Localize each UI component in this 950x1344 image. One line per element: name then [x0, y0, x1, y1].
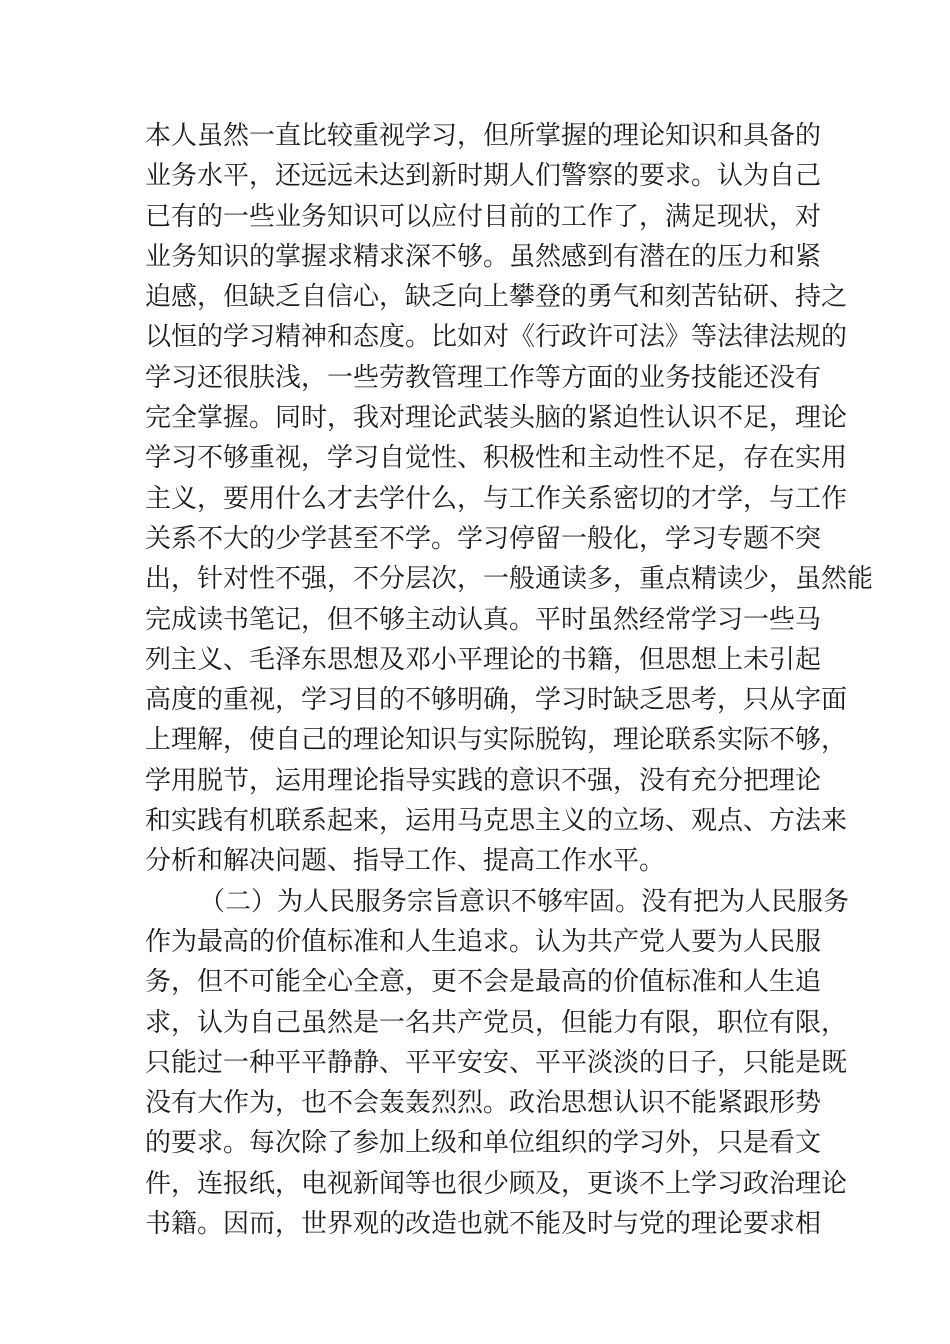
text-line: 没有大作为，也不会轰轰烈烈。政治思想认识不能紧跟形势	[145, 1088, 822, 1119]
text-line: 书籍。因而，世界观的改造也就不能及时与党的理论要求相	[145, 1209, 822, 1240]
text-line: 出，针对性不强，不分层次，一般通读多，重点精读少，虽然能	[145, 564, 874, 595]
text-line: 业务知识的掌握求精求深不够。虽然感到有潜在的压力和紧	[145, 241, 822, 272]
text-line: 和实践有机联系起来，运用马克思主义的立场、观点、方法来	[145, 806, 848, 837]
paragraph-study-deficiency	[145, 116, 874, 882]
text-line: 求，认为自己虽然是一名共产党员，但能力有限，职位有限，	[145, 1007, 848, 1038]
text-line: 迫感，但缺乏自信心，缺乏向上攀登的勇气和刻苦钻研、持之	[145, 282, 848, 313]
text-line: 只能过一种平平静静、平平安安、平平淡淡的日子，只能是既	[145, 1047, 848, 1078]
text-line: 主义，要用什么才去学什么，与工作关系密切的才学，与工作	[145, 483, 848, 514]
text-line: 关系不大的少学甚至不学。学习停留一般化，学习专题不突	[145, 523, 822, 554]
text-line: 高度的重视，学习目的不够明确，学习时缺乏思考，只从字面	[145, 685, 848, 716]
text-line: 上理解，使自己的理论知识与实际脱钩，理论联系实际不够，	[145, 725, 848, 756]
text-line: 本人虽然一直比较重视学习，但所掌握的理论知识和具备的	[145, 121, 822, 151]
text-line: （二）为人民服务宗旨意识不够牢固。没有把为人民服务	[199, 886, 850, 917]
document-body	[145, 116, 874, 1244]
text-line: 列主义、毛泽东思想及邓小平理论的书籍，但思想上未引起	[145, 644, 822, 675]
text-line: 务，但不可能全心全意，更不会是最高的价值标准和人生追	[145, 967, 822, 998]
text-line: 分析和解决问题、指导工作、提高工作水平。	[145, 846, 666, 877]
text-line: 业务水平，还远远未达到新时期人们警察的要求。认为自己	[145, 161, 822, 192]
text-line: 以恒的学习精神和态度。比如对《行政许可法》等法律法规的	[145, 322, 848, 353]
text-line: 作为最高的价值标准和人生追求。认为共产党人要为人民服	[145, 926, 822, 957]
text-line: 已有的一些业务知识可以应付目前的工作了，满足现状，对	[145, 201, 822, 232]
paragraph-service-awareness	[145, 882, 850, 1245]
text-line: 学习不够重视，学习自觉性、积极性和主动性不足，存在实用	[145, 443, 848, 474]
text-line: 学习还很肤浅，一些劳教管理工作等方面的业务技能还没有	[145, 362, 822, 393]
text-line: 学用脱节，运用理论指导实践的意识不强，没有充分把理论	[145, 765, 822, 796]
text-line: 件，连报纸，电视新闻等也很少顾及，更谈不上学习政治理论	[145, 1168, 848, 1199]
text-line: 完成读书笔记，但不够主动认真。平时虽然经常学习一些马	[145, 604, 822, 635]
text-line: 的要求。每次除了参加上级和单位组织的学习外，只是看文	[145, 1128, 822, 1159]
text-line: 完全掌握。同时，我对理论武装头脑的紧迫性认识不足，理论	[145, 403, 848, 434]
